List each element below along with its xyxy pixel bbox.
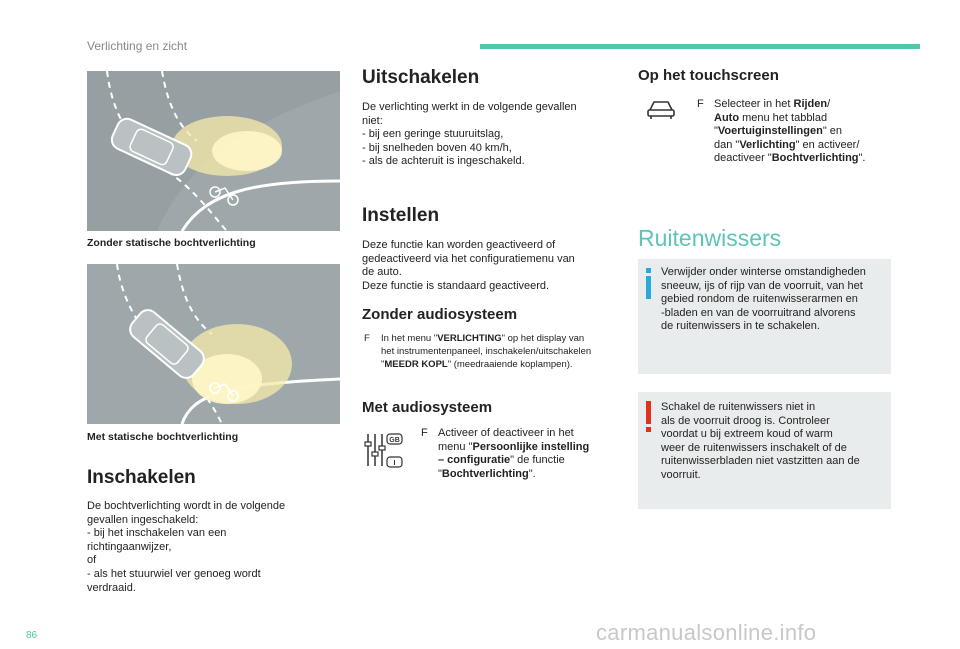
text-fragment: ": [438, 467, 442, 480]
text-fragment: ": [714, 125, 718, 138]
info-box: [638, 259, 891, 374]
menu-name: Rijden: [793, 98, 828, 110]
text-fragment: het instrumentenpaneel, inschakelen/uitschakelen: [381, 346, 592, 357]
text-fragment: dan ": [714, 138, 740, 151]
text-fragment: menu het tabblad: [739, 111, 828, 124]
badge-gb: GB: [389, 437, 400, 444]
heading-met-audiosysteem: Met audiosysteem: [362, 399, 493, 416]
image-caption-2: Met statische bochtverlichting: [87, 431, 239, 443]
uitschakelen-text: De verlichting werkt in de volgende gevallen niet: - bij een geringe stuuruitslag, - bij snelheden boven 40 km/h, - als de achteruit is ingeschakeld.: [362, 101, 577, 168]
text-fragment: " en: [822, 125, 843, 138]
text-fragment: ": [381, 359, 385, 370]
text-fragment: " en activeer/: [795, 138, 860, 151]
badge-i: I: [393, 460, 396, 467]
instellen-text: Deze functie kan worden geactiveerd of gedeactiveerd via het configuratiemenu van de auto. Deze functie is standaard geactiveerd.: [362, 239, 575, 292]
settings-sliders-icon: [364, 430, 404, 470]
zonder-audio-instruction: [381, 332, 631, 371]
info-icon: [646, 268, 651, 300]
illustration-with-cornering-light: [87, 264, 340, 424]
text-fragment: Activeer of deactiveer in het: [438, 427, 574, 439]
menu-name: – configuratie: [438, 454, 511, 467]
car-road-illustration: [87, 71, 340, 231]
watermark: carmanualsonline.info: [596, 620, 817, 645]
text-fragment: Selecteer in het: [714, 98, 794, 110]
warning-text: Schakel de ruitenwissers niet in als de voorruit droog is. Controleer voordat u bij extreem koud of warm weer de ruitenwissers inschakelt of de ruitenwisserbladen niet vastzitten aan de voorruit.: [661, 401, 860, 481]
image-caption-1: Zonder statische bochtverlichting: [87, 237, 256, 249]
heading-op-het-touchscreen: Op het touchscreen: [638, 67, 779, 84]
heading-inschakelen: Inschakelen: [87, 467, 196, 488]
text-fragment: In het menu ": [381, 333, 438, 344]
warning-icon: [646, 401, 651, 433]
menu-name: Persoonlijke instelling: [472, 440, 590, 453]
text-fragment: " op het display van: [501, 333, 585, 344]
tab-name: Voertuiginstellingen: [717, 125, 823, 138]
text-fragment: ".: [858, 152, 866, 165]
text-fragment: ".: [528, 467, 536, 480]
option-name: MEEDR KOPL: [384, 359, 448, 370]
inschakelen-text: De bochtverlichting wordt in de volgende gevallen ingeschakeld: - bij het inschakelen van een richtingaanwijzer, of - als het stuurwiel ver genoeg wordt verdraaid.: [87, 500, 286, 594]
option-name: Verlichting: [739, 138, 796, 151]
menu-name: Auto: [714, 111, 740, 124]
illustration-without-cornering-light: [87, 71, 340, 231]
text-fragment: menu ": [438, 440, 473, 453]
car-icon: [646, 98, 676, 120]
heading-ruitenwissers: Ruitenwissers: [638, 225, 782, 251]
function-name: Bochtverlichting: [771, 152, 859, 165]
text-fragment: deactiveer ": [714, 152, 772, 165]
text-fragment: " de functie: [510, 454, 565, 467]
function-name: Bochtverlichting: [441, 467, 529, 480]
heading-zonder-audiosysteem: Zonder audiosysteem: [362, 306, 518, 323]
heading-uitschakelen: Uitschakelen: [362, 67, 480, 88]
met-audio-bullet: F: [421, 427, 428, 439]
header-accent-bar: [480, 44, 920, 49]
heading-instellen: Instellen: [362, 205, 440, 226]
text-fragment: /: [827, 98, 831, 110]
warning-box: [638, 392, 891, 509]
met-audio-instruction: [438, 427, 618, 481]
zonder-audio-bullet: F: [364, 333, 370, 344]
touchscreen-instruction: [714, 98, 894, 166]
info-text: Verwijder onder winterse omstandigheden sneeuw, ijs of rijp van de voorruit, van het gebied rondom de ruitenwisserarmen en -bladen en van de voorruitrand alvorens de ruitenwissers in te schakelen.: [661, 266, 866, 333]
section-header-title: Verlichting en zicht: [87, 39, 188, 53]
text-fragment: " (meedraaiende koplampen).: [447, 359, 573, 370]
touchscreen-bullet: F: [697, 98, 704, 110]
menu-name: VERLICHTING: [437, 333, 502, 344]
page-number: 86: [26, 630, 38, 641]
car-road-illustration-lit: [87, 264, 340, 424]
